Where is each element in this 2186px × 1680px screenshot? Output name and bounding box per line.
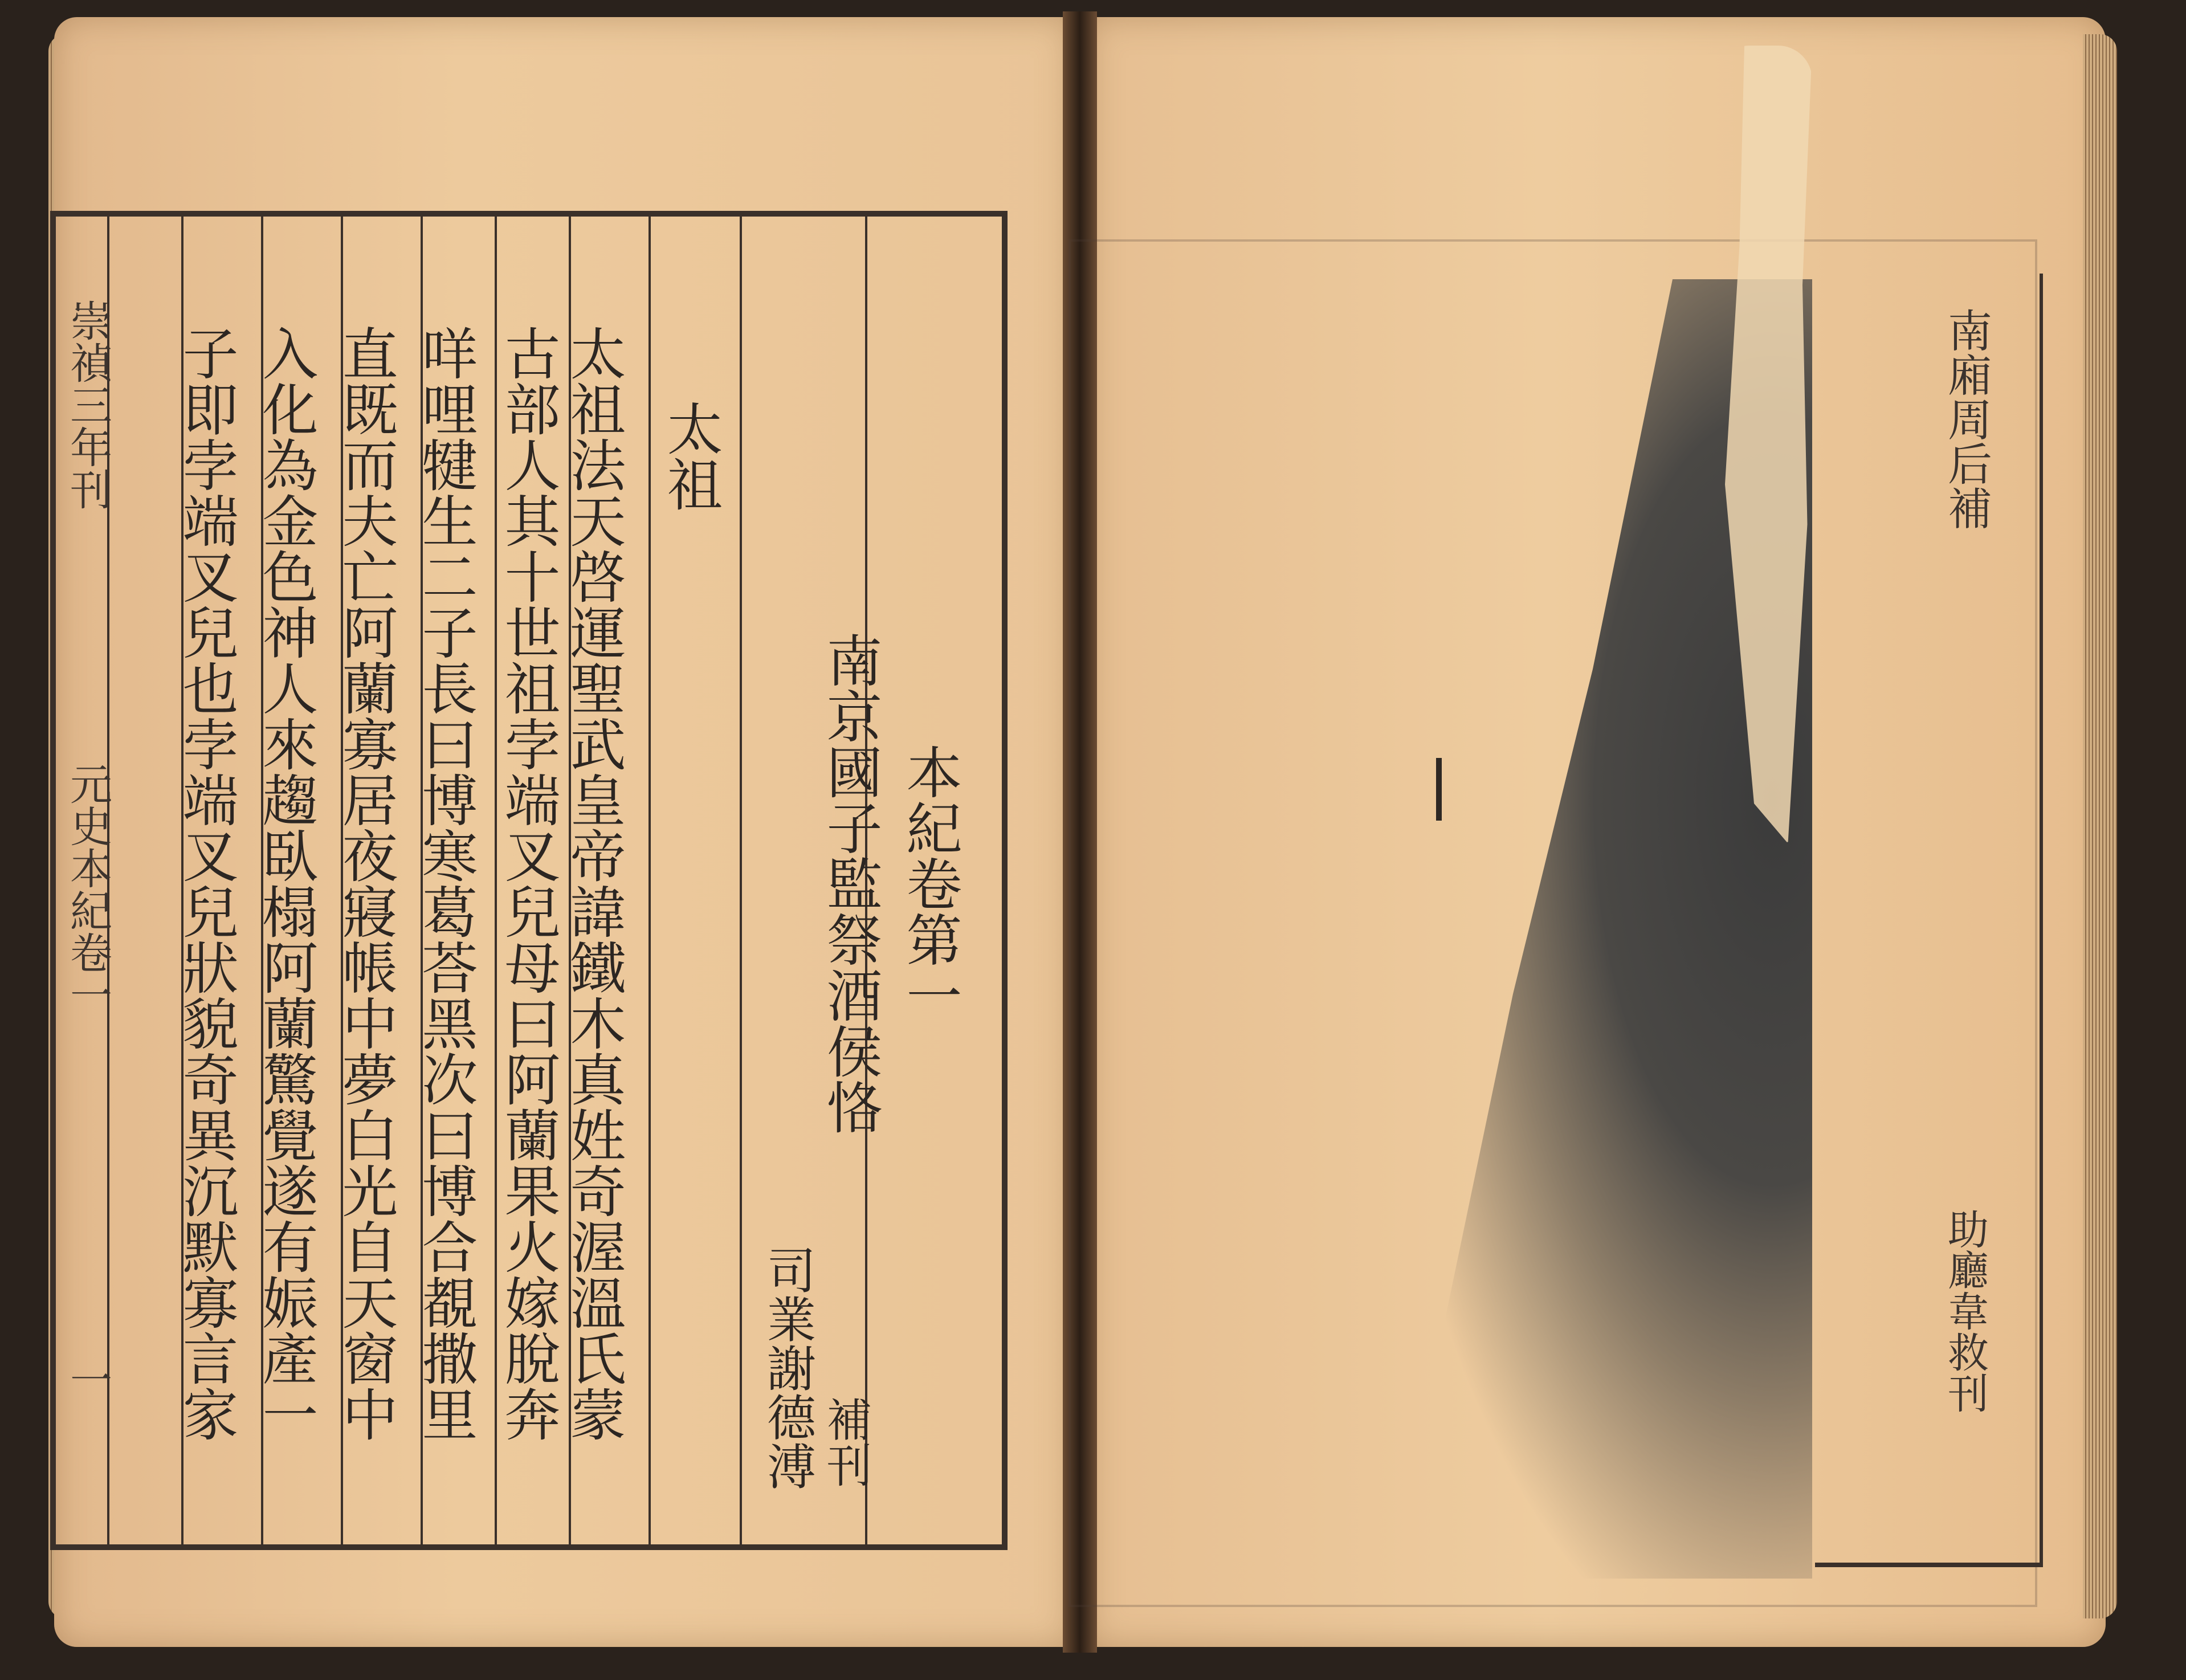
column-rule <box>740 217 742 1544</box>
column-volume-title: 本紀卷第一 <box>897 744 962 1023</box>
right-page-edges <box>2083 34 2117 1618</box>
column-text-5: 入化為金色神人來趨臥榻阿蘭驚覺遂有娠產一 <box>253 325 318 1442</box>
margin-page-number: 一 <box>63 1358 112 1400</box>
right-text-frame <box>1815 274 2043 1567</box>
column-editor-sub: 司業謝德溥 <box>758 1245 815 1490</box>
right-margin-text: 南廂周后補 <box>1940 308 1992 530</box>
right-bottom-text: 助廳韋救刊 <box>1941 1208 1989 1413</box>
column-text-2: 古部人其十世祖孛端叉兒母曰阿蘭果火嫁脫奔 <box>495 325 560 1442</box>
column-text-3: 咩哩犍生二子長曰博寒葛荅黑次曰博合覩撒里 <box>413 325 478 1442</box>
column-rule <box>649 217 651 1544</box>
column-text-6: 子即孛端叉兒也孛端叉兒狀貌奇異沉默寡言家 <box>173 325 238 1442</box>
column-reprint-mark: 補刊 <box>819 1396 872 1487</box>
column-section-title: 太祖 <box>658 400 723 512</box>
margin-book-title: 元史本紀卷一 <box>63 762 112 1016</box>
column-text-4: 直既而夫亡阿蘭寡居夜寢帳中夢白光自天窗中 <box>333 325 398 1442</box>
left-text-frame <box>50 211 1008 1550</box>
column-editor: 南京國子監祭酒侯恪 <box>817 632 882 1135</box>
column-text-1: 太祖法天啓運聖武皇帝諱鐵木真姓奇渥溫氏蒙 <box>561 325 626 1442</box>
margin-date: 崇禎三年刊 <box>63 299 112 510</box>
ink-mark <box>1436 758 1442 821</box>
